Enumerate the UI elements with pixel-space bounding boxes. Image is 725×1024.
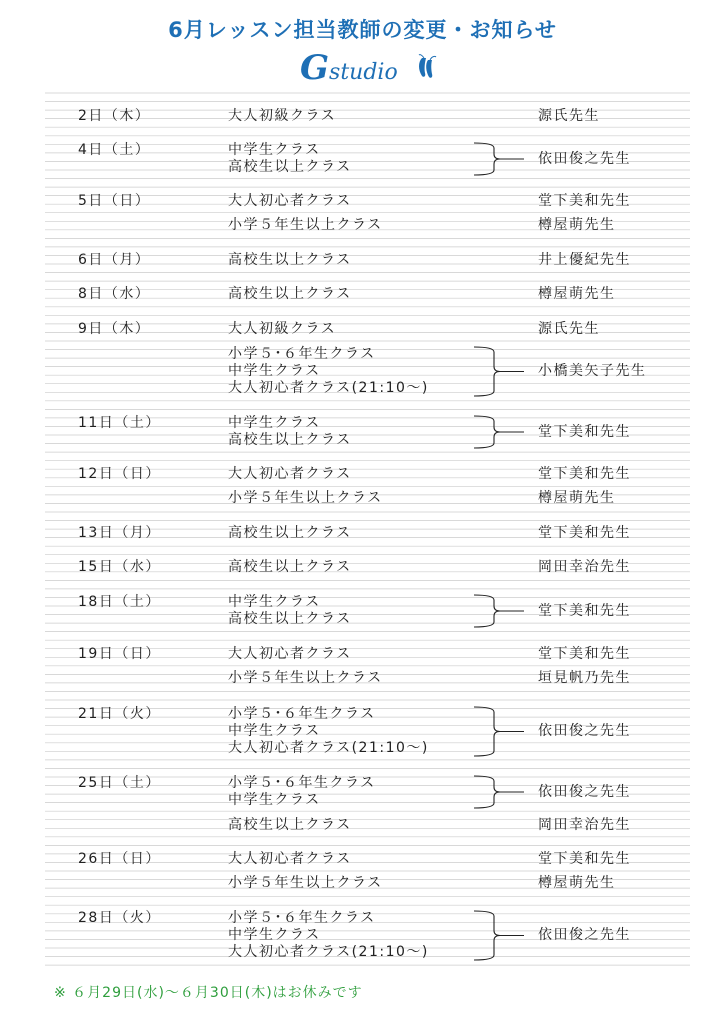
row-class: 大人初級クラス bbox=[228, 108, 337, 124]
row-teacher: 岡田幸治先生 bbox=[538, 559, 631, 575]
row-teacher: 依田俊之先生 bbox=[538, 723, 631, 739]
row-class: 高校生以上クラス bbox=[228, 286, 352, 302]
row-class: 小学５年生以上クラス bbox=[228, 670, 383, 686]
row-class: 大人初級クラス bbox=[228, 321, 337, 337]
row-date: 12日（日） bbox=[78, 466, 161, 482]
row-teacher: 堂下美和先生 bbox=[538, 525, 631, 541]
row-class: 小学５年生以上クラス bbox=[228, 875, 383, 891]
page-title: 6月レッスン担当教師の変更・お知らせ bbox=[168, 18, 557, 42]
row-teacher: 依田俊之先生 bbox=[538, 927, 631, 943]
row-teacher: 依田俊之先生 bbox=[538, 783, 631, 800]
row-class: 小学５年生以上クラス bbox=[228, 217, 383, 233]
row-class: 小学５･６年生クラス bbox=[228, 346, 376, 362]
row-date: 21日（火） bbox=[78, 706, 161, 722]
row-teacher: 垣見帆乃先生 bbox=[538, 670, 631, 686]
row-date: 19日（日） bbox=[78, 646, 161, 662]
row-class: 大人初心者クラス bbox=[228, 193, 352, 209]
row-teacher: 樽屋萌先生 bbox=[538, 875, 616, 891]
row-class: 高校生以上クラス bbox=[228, 252, 352, 268]
row-teacher: 小橋美矢子先生 bbox=[538, 363, 647, 379]
row-teacher: 源氏先生 bbox=[538, 108, 600, 124]
row-class: 高校生以上クラス bbox=[228, 525, 352, 541]
row-date: 8日（水） bbox=[78, 286, 151, 302]
row-date: 28日（火） bbox=[78, 910, 161, 926]
row-class: 中学生クラス bbox=[228, 142, 321, 158]
row-class: 中学生クラス bbox=[228, 792, 321, 808]
grouping-brace-icon bbox=[474, 706, 526, 757]
row-teacher: 樽屋萌先生 bbox=[538, 286, 616, 302]
grouping-brace-icon bbox=[474, 594, 526, 628]
row-teacher: 堂下美和先生 bbox=[538, 423, 631, 440]
row-class: 高校生以上クラス bbox=[228, 432, 352, 448]
row-teacher: 堂下美和先生 bbox=[538, 602, 631, 619]
row-class: 大人初心者クラス(21:10〜) bbox=[228, 740, 429, 756]
row-date: 11日（土） bbox=[78, 415, 161, 431]
row-date: 2日（木） bbox=[78, 108, 151, 124]
row-teacher: 堂下美和先生 bbox=[538, 466, 631, 482]
row-date: 13日（月） bbox=[78, 525, 161, 541]
row-date: 18日（土） bbox=[78, 594, 161, 610]
row-class: 高校生以上クラス bbox=[228, 611, 352, 627]
row-teacher: 樽屋萌先生 bbox=[538, 490, 616, 506]
row-class: 高校生以上クラス bbox=[228, 559, 352, 575]
row-teacher: 源氏先生 bbox=[538, 321, 600, 337]
grouping-brace-icon bbox=[474, 142, 526, 176]
row-class: 小学５年生以上クラス bbox=[228, 490, 383, 506]
row-class: 高校生以上クラス bbox=[228, 159, 352, 175]
row-class: 大人初心者クラス bbox=[228, 466, 352, 482]
grouping-brace-icon bbox=[474, 415, 526, 449]
grouping-brace-icon bbox=[474, 910, 526, 961]
row-class: 小学５･６年生クラス bbox=[228, 775, 376, 791]
row-teacher: 堂下美和先生 bbox=[538, 193, 631, 209]
row-date: 4日（土） bbox=[78, 142, 151, 158]
row-date: 5日（日） bbox=[78, 193, 151, 209]
row-class: 中学生クラス bbox=[228, 927, 321, 943]
row-date: 25日（土） bbox=[78, 775, 161, 791]
row-teacher: 依田俊之先生 bbox=[538, 150, 631, 167]
row-date: 9日（木） bbox=[78, 321, 151, 337]
row-class: 小学５･６年生クラス bbox=[228, 910, 376, 926]
row-date: 15日（水） bbox=[78, 559, 161, 575]
row-class: 大人初心者クラス(21:10〜) bbox=[228, 944, 429, 960]
row-class: 中学生クラス bbox=[228, 594, 321, 610]
row-class: 中学生クラス bbox=[228, 415, 321, 431]
logo-rest: studio bbox=[329, 60, 398, 85]
row-class: 大人初心者クラス bbox=[228, 646, 352, 662]
row-class: 小学５･６年生クラス bbox=[228, 706, 376, 722]
row-class: 中学生クラス bbox=[228, 363, 321, 379]
row-class: 中学生クラス bbox=[228, 723, 321, 739]
grouping-brace-icon bbox=[474, 346, 526, 397]
row-teacher: 樽屋萌先生 bbox=[538, 217, 616, 233]
row-class: 大人初心者クラス(21:10〜) bbox=[228, 380, 429, 396]
row-teacher: 堂下美和先生 bbox=[538, 646, 631, 662]
row-teacher: 堂下美和先生 bbox=[538, 851, 631, 867]
closure-note: ※ ６月29日(水)〜６月30日(木)はお休みです bbox=[54, 985, 363, 1001]
row-teacher: 井上優紀先生 bbox=[538, 252, 631, 268]
row-class: 大人初心者クラス bbox=[228, 851, 352, 867]
logo-cap: G bbox=[300, 48, 330, 88]
row-date: 6日（月） bbox=[78, 252, 151, 268]
row-class: 高校生以上クラス bbox=[228, 817, 352, 833]
grouping-brace-icon bbox=[474, 775, 526, 809]
row-date: 26日（日） bbox=[78, 851, 161, 867]
row-teacher: 岡田幸治先生 bbox=[538, 817, 631, 833]
